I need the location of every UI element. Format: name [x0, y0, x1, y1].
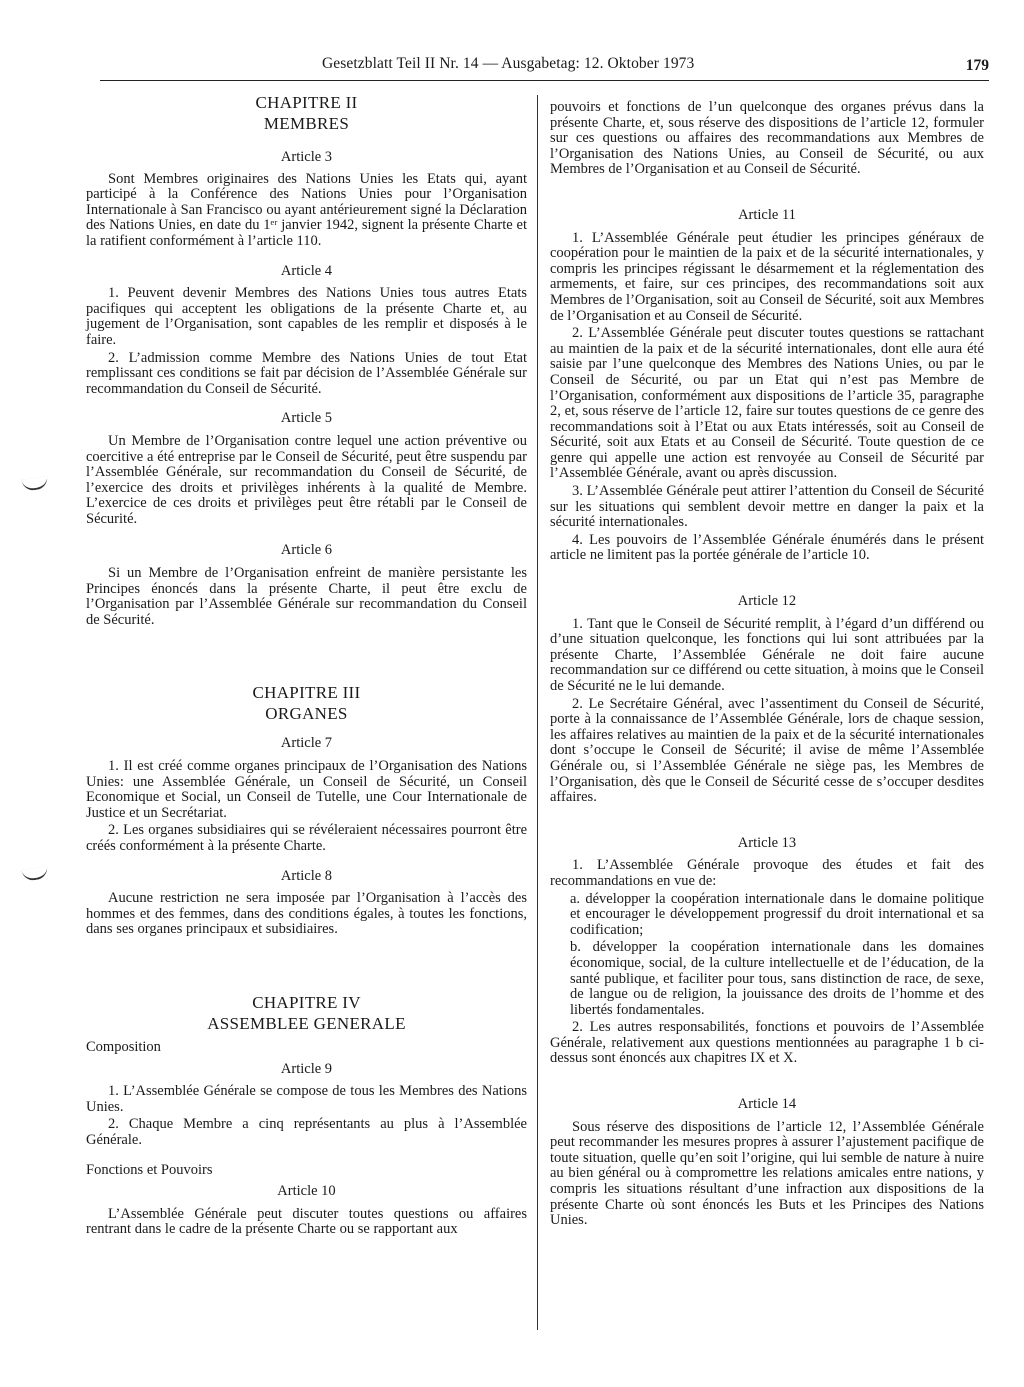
article-14-paragraph: Sous réserve des dispositions de l’article 12, l’Assemblée Générale peut recommander les mesures propres à assurer l’ajustement pacifique de toute situation, quelle qu’en soit l’origine, qui lui semble de nature à nuire au bien général ou à compromettre les relations amicales entre nations, y compris les situations résultant d’une infraction aux dispositions de la présente Charte où sont énoncés les Buts et les Principes des Nations Unies.	[550, 1118, 984, 1229]
article-7-paragraph-1: 1. Il est créé comme organes principaux de l’Organisation des Nations Unies: une Assemblée Générale, un Conseil de Sécurité, un Conseil Economique et Social, un Conseil de Tutelle, une Cour Internationale de Justice et un Secrétariat.	[86, 758, 527, 821]
article-12-heading: Article 12	[737, 593, 797, 610]
article-11-paragraph-3: 3. L’Assemblée Générale peut attirer l’attention du Conseil de Sécurité sur les situations qui semblent devoir mettre en danger la paix et la sécurité internationales.	[550, 483, 984, 531]
article-11-paragraph-1: 1. L’Assemblée Générale peut étudier les principes généraux de coopération pour le maintien de la paix et de la sécurité internationales, y compris les principes régissant le désarmement et la réglementation des armements, et faire, sur ces principes, des recommandations soit aux Membres de l’Organisation, soit au Conseil de Sécurité, soit aux Membres de l’Organisation et au Conseil de Sécurité.	[550, 229, 984, 324]
chapter-3-title: CHAPITRE III	[252, 683, 361, 703]
article-3-heading: Article 3	[280, 149, 333, 165]
article-8-paragraph: Aucune restriction ne sera imposée par l’Organisation à l’accès des hommes et des femmes, dans des conditions égales, à toutes les fonctions, dans ses organes principaux et subsidiaires.	[86, 890, 527, 938]
section-fonctions-pouvoirs: Fonctions et Pouvoirs	[86, 1161, 213, 1178]
article-6-paragraph: Si un Membre de l’Organisation enfreint de manière persistante les Principes énoncés dans la présente Charte, il peut être exclu de l’Organisation par l’Assemblée Générale sur recommandation du Conseil de Sécurité.	[86, 565, 527, 628]
article-4-heading: Article 4	[280, 262, 333, 279]
article-9-paragraph-2: 2. Chaque Membre a cinq représentants au plus à l’Assemblée Générale.	[86, 1116, 527, 1148]
article-6-heading: Article 6	[280, 542, 333, 559]
article-12-paragraph-2: 2. Le Secrétaire Général, avec l’assentiment du Conseil de Sécurité, porte à la connaissance de l’Assemblée Générale, lors de chaque session, les affaires relatives au maintien de la paix et de la sécurité internationales dont s’occupe le Conseil de Sécurité; il avise de même l’Assemblée Générale ou, si l’Assemblée Générale ne siège pas, les Membres de l’Organisation, dès que le Conseil de Sécurité cesse de s’occuper desdites affaires.	[550, 695, 984, 806]
article-5-paragraph: Un Membre de l’Organisation contre lequel une action préventive ou coercitive a été entreprise par le Conseil de Sécurité, peut être suspendu par l’Assemblée Générale, sur recommandation du Conseil de Sécurité, de l’exercice des droits et privilèges inhérents à la qualité de Membre. L’exercice de ces droits et privilèges peut être rétabli par le Conseil de Sécurité.	[86, 432, 527, 527]
column-rule	[537, 95, 538, 1330]
right-column	[550, 100, 984, 1229]
article-11-paragraph-2: 2. L’Assemblée Générale peut discuter toutes questions se rattachant au maintien de la paix et de la sécurité internationales, dont elle aura été saisie par l’une quelconque des Membres des Nations Unies, ou par le Conseil de Sécurité, ou par un Etat qui n’est pas Membre de l’Organisation, conformément aux dispositions de l’article 35, paragraphe 2, et, sous réserve de l’article 12, faire sur toutes questions de ce genre des recommandations soit à l’Etat ou aux Etats intéressés, soit au Conseil de Sécurité, soit aux Etats et au Conseil de Sécurité. Toute question de ce genre qui appelle une action est renvoyée au Conseil de Sécurité par l’Assemblée Générale, avant ou après discussion.	[550, 325, 984, 482]
margin-mark	[21, 476, 48, 492]
page-header	[100, 55, 989, 79]
article-13-item-b: b. développer la coopération internationale dans les domaines économique, social, de la culture intellectuelle et de l’éducation, de la santé publique, et faciliter pour tous, sans distinction de race, de sexe, de langue ou de religion, la jouissance des droits de l’homme et des libertés fondamentales.	[570, 939, 984, 1018]
article-13-paragraph-2: 2. Les autres responsabilités, fonctions et pouvoirs de l’Assemblée Générale, relativement aux questions mentionnées au paragraphe 1 b ci-dessus sont énoncés aux chapitres IX et X.	[550, 1019, 984, 1067]
gazette-title: Gesetzblatt Teil II Nr. 14 — Ausgabetag: 12. Oktober 1973	[322, 55, 695, 72]
article-13-paragraph-1: 1. L’Assemblée Générale provoque des études et fait des recommandations en vue de:	[550, 857, 984, 889]
article-7-paragraph-2: 2. Les organes subsidiaires qui se révéleraient nécessaires pourront être créés conformément à la présente Charte.	[86, 822, 527, 854]
article-10-heading: Article 10	[277, 1183, 336, 1200]
article-10-paragraph: L’Assemblée Générale peut discuter toutes questions ou affaires rentrant dans le cadre de la présente Charte ou se rapportant aux	[86, 1205, 527, 1238]
left-column	[86, 92, 527, 1238]
chapter-4-title: CHAPITRE IV	[252, 992, 361, 1012]
article-5-heading: Article 5	[280, 410, 333, 427]
article-4-paragraph-2: 2. L’admission comme Membre des Nations Unies de tout Etat remplissant ces conditions se fait par décision de l’Assemblée Générale sur recommandation du Conseil de Sécurité.	[86, 349, 527, 397]
header-rule	[100, 80, 989, 81]
article-4-paragraph-1: 1. Peuvent devenir Membres des Nations Unies tous autres Etats pacifiques qui acceptent les obligations de la présente Charte et, au jugement de l’Organisation, sont capables de les remplir et disposés à le faire.	[86, 285, 527, 348]
chapter-2-subtitle: MEMBRES	[263, 114, 350, 133]
article-8-heading: Article 8	[280, 867, 333, 884]
article-3-paragraph: Sont Membres originaires des Nations Unies les Etats qui, ayant participé à la Conférence des Nations Unies pour l’Organisation Internationale à San Francisco ou ayant antérieurement signé la Déclaration des Nations Unies, en date du 1ᵉʳ janvier 1942, signent la présente Charte et la ratifient conformément à l’article 110.	[86, 170, 527, 249]
margin-mark	[21, 866, 48, 882]
article-7-heading: Article 7	[280, 735, 333, 752]
article-12-paragraph-1: 1. Tant que le Conseil de Sécurité remplit, à l’égard d’un différend ou d’une situation quelconque, les fonctions qui lui sont attribuées par la présente Charte, l’Assemblée Générale ne doit faire aucune recommandation sur ce différend ou cette situation, à moins que le Conseil de Sécurité ne le lui demande.	[550, 615, 984, 694]
article-13-item-a: a. développer la coopération internationale dans le domaine politique et encourager le développement progressif du droit international et sa codification;	[570, 890, 984, 938]
article-13-heading: Article 13	[737, 834, 797, 851]
article-10-continuation: pouvoirs et fonctions de l’un quelconque des organes prévus dans la présente Charte, et, sous réserve des dispositions de l’article 12, formuler sur ces questions ou affaires des recommandations aux Membres de l’Organisation des Nations Unies, au Conseil de Sécurité, ou aux Membres de l’Organisation et au Conseil de Sécurité.	[550, 99, 984, 178]
article-11-paragraph-4: 4. Les pouvoirs de l’Assemblée Générale énumérés dans le présent article ne limitent pas la portée générale de l’article 10.	[550, 531, 984, 564]
chapter-2-title: CHAPITRE II	[255, 93, 358, 112]
section-composition: Composition	[86, 1038, 161, 1055]
article-9-heading: Article 9	[280, 1060, 333, 1077]
article-9-paragraph-1: 1. L’Assemblée Générale se compose de tous les Membres des Nations Unies.	[86, 1083, 527, 1115]
article-11-heading: Article 11	[738, 206, 796, 223]
article-14-heading: Article 14	[737, 1096, 797, 1113]
chapter-4-subtitle: ASSEMBLEE GENERALE	[207, 1013, 406, 1033]
page-number: 179	[965, 57, 989, 74]
chapter-3-subtitle: ORGANES	[265, 704, 348, 724]
